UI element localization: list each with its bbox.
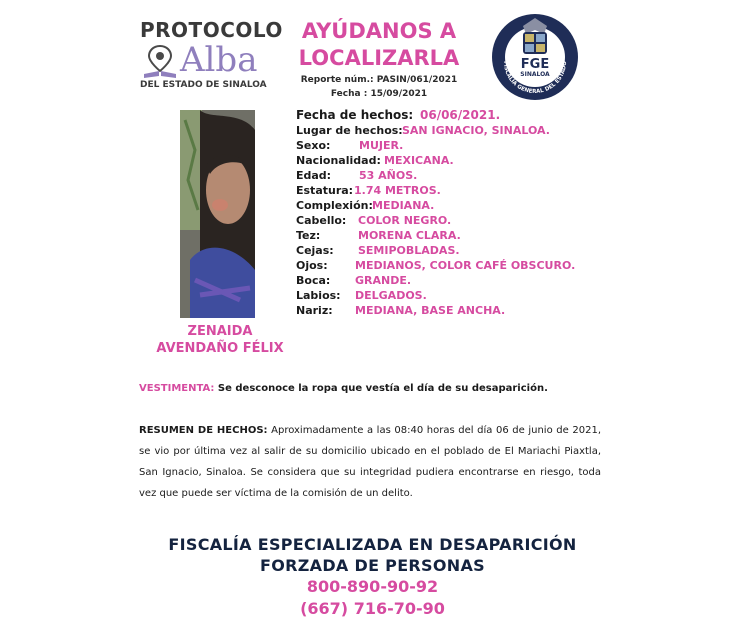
resumen-label: RESUMEN DE HECHOS: <box>139 425 268 436</box>
fact-value: MORENA CLARA. <box>358 229 461 242</box>
fact-label: Nacionalidad: <box>296 154 381 167</box>
facts-list <box>296 108 596 319</box>
fact-row <box>296 169 596 184</box>
logo-line-estado: DEL ESTADO DE SINALOA <box>140 80 267 90</box>
fact-value: MUJER. <box>359 139 404 152</box>
fact-value: 53 AÑOS. <box>359 169 418 182</box>
fact-label: Cabello: <box>296 214 347 227</box>
fact-value: COLOR NEGRO. <box>358 214 452 227</box>
fact-row <box>296 274 596 289</box>
fact-label: Sexo: <box>296 139 331 152</box>
logo-line-protocolo: PROTOCOLO <box>140 18 283 42</box>
fact-row <box>296 139 596 154</box>
fact-row <box>296 184 596 199</box>
name-line-1: ZENAIDA <box>187 324 253 339</box>
fact-label: Boca: <box>296 274 331 287</box>
footer-agency-line-2: FORZADA DE PERSONAS <box>260 556 485 575</box>
name-line-2: AVENDAÑO FÉLIX <box>156 341 284 356</box>
resumen-paragraph <box>139 420 601 504</box>
fact-value: 06/06/2021. <box>420 108 501 122</box>
seal-fge-text: FGE <box>520 57 550 72</box>
fact-label: Fecha de hechos: <box>296 108 414 122</box>
vestimenta-label: VESTIMENTA: <box>139 383 215 394</box>
fact-row <box>296 199 596 214</box>
protocolo-alba-logo <box>140 18 285 96</box>
vestimenta-text: Se desconoce la ropa que vestía el día de su desaparición. <box>217 383 548 394</box>
fact-value: MEXICANA. <box>384 154 454 167</box>
fact-value: SEMIPOBLADAS. <box>358 244 460 257</box>
fact-value: DELGADOS. <box>355 289 427 302</box>
fact-label: Nariz: <box>296 304 333 317</box>
fact-row <box>296 154 596 169</box>
fact-row <box>296 229 596 244</box>
fact-row <box>296 289 596 304</box>
fact-row <box>296 244 596 259</box>
headline-block <box>294 18 464 100</box>
fact-label: Tez: <box>296 229 321 242</box>
fact-value: 1.74 METROS. <box>354 184 441 197</box>
fact-row <box>296 259 596 274</box>
resumen-text: Aproximadamente a las 08:40 horas del día 06 de junio de 2021, se vio por última vez al salir de su domicilio ubicado en el poblado de El Mariachi Piaxtla, San Ignacio, Sinaloa. Se considera que su integridad pudiera encontrarse en riesgo, toda vez que puede ser víctima de la comisión de un delito. <box>139 425 601 499</box>
fact-label: Ojos: <box>296 259 328 272</box>
fge-seal-logo <box>490 12 580 102</box>
fact-row <box>296 124 596 139</box>
headline-line-1: AYÚDANOS A <box>301 19 457 43</box>
fact-label: Complexión: <box>296 199 373 212</box>
fact-row <box>296 304 596 319</box>
fact-row <box>296 108 596 124</box>
vestimenta-line <box>139 383 548 394</box>
fact-value: MEDIANA, BASE ANCHA. <box>355 304 506 317</box>
fact-label: Cejas: <box>296 244 334 257</box>
headline-line-2: LOCALIZARLA <box>298 46 460 70</box>
fact-label: Lugar de hechos: <box>296 124 403 137</box>
contact-footer <box>150 534 595 620</box>
fact-label: Estatura: <box>296 184 354 197</box>
fact-value: MEDIANOS, COLOR CAFÉ OBSCURO. <box>355 259 576 272</box>
seal-state-text: SINALOA <box>520 71 550 78</box>
fact-value: GRANDE. <box>355 274 412 287</box>
missing-person-photo <box>180 110 255 318</box>
phone-number-tollfree: 800-890-90-92 <box>306 577 439 596</box>
seal-ring-text: FISCALÍA GENERAL DEL ESTADO <box>501 60 569 96</box>
phone-number-local: (667) 716-70-90 <box>300 599 445 618</box>
fact-label: Labios: <box>296 289 341 302</box>
logo-line-alba: Alba <box>180 40 258 80</box>
missing-person-name <box>135 323 305 357</box>
fact-row <box>296 214 596 229</box>
report-date: Fecha : 15/09/2021 <box>330 89 428 99</box>
fact-label: Edad: <box>296 169 332 182</box>
location-pin-book-icon <box>142 44 178 78</box>
report-number: Reporte núm.: PASIN/061/2021 <box>300 75 458 85</box>
fact-value: MEDIANA. <box>372 199 435 212</box>
footer-agency-line-1: FISCALÍA ESPECIALIZADA EN DESAPARICIÓN <box>168 535 577 554</box>
fact-value: SAN IGNACIO, SINALOA. <box>402 124 550 137</box>
